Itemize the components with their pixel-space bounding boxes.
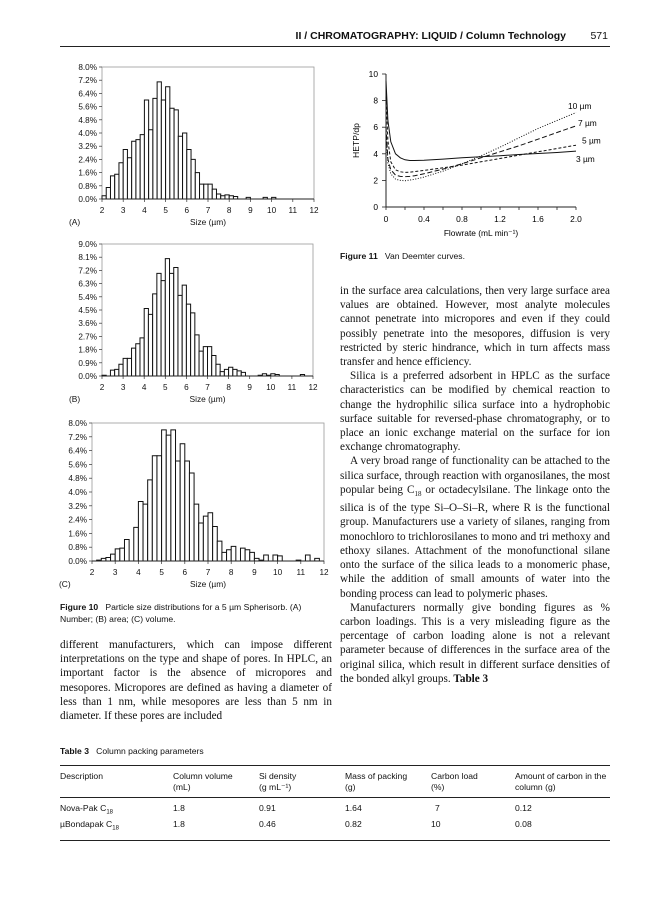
right-column-text: [340, 284, 610, 686]
svg-text:12: 12: [308, 383, 318, 392]
svg-text:0: 0: [383, 214, 389, 224]
left-column-text: [60, 638, 332, 723]
svg-text:6: 6: [184, 206, 190, 215]
svg-text:4: 4: [142, 206, 147, 215]
svg-text:1.8%: 1.8%: [78, 345, 97, 355]
table-row: Nova-Pak $C_{18}$ 1.8 0.91 1.64 7 0.12: [60, 803, 532, 816]
svg-text:11: 11: [288, 206, 298, 215]
svg-text:3: 3: [120, 383, 126, 392]
svg-text:(C): (C): [59, 579, 71, 589]
svg-text:(A): (A): [69, 217, 81, 227]
running-title: II / CHROMATOGRAPHY: LIQUID / Column Technology: [295, 30, 566, 42]
svg-text:3: 3: [112, 568, 118, 577]
svg-text:0.0%: 0.0%: [78, 195, 97, 204]
svg-text:7 µm: 7 µm: [578, 118, 597, 129]
svg-text:7.2%: 7.2%: [78, 76, 97, 86]
svg-text:5: 5: [163, 206, 168, 215]
figure-11-van-deemter: [330, 62, 620, 242]
svg-text:1.6%: 1.6%: [78, 168, 97, 178]
paragraph-2: Silica is a preferred adsorbent in HPLC as the surface characteristics can be modified by chemical reaction to change the hydrophilic silica surface into a hydrophobic surface suitable for reversed-phase chromatography, or to place an ionic exchange material on the surface for ion exchange chromatography.: [340, 370, 610, 454]
svg-text:4.0%: 4.0%: [78, 129, 97, 138]
svg-text:7.2%: 7.2%: [78, 266, 97, 276]
svg-text:Size (µm): Size (µm): [189, 394, 226, 404]
figure-10-panel-b: [40, 240, 330, 410]
header-carbon-load: Carbon load (%): [431, 771, 478, 792]
svg-text:9: 9: [247, 383, 252, 392]
figure-10-panel-c: [40, 418, 340, 596]
svg-text:0.9%: 0.9%: [78, 358, 97, 368]
svg-text:Flowrate (mL min⁻¹): Flowrate (mL min⁻¹): [443, 228, 519, 238]
svg-text:6.4%: 6.4%: [78, 89, 97, 99]
svg-text:6: 6: [373, 122, 378, 133]
svg-text:2.7%: 2.7%: [78, 332, 97, 342]
page-number: 571: [590, 30, 608, 42]
figure-10-caption: [60, 601, 332, 625]
svg-text:10: 10: [266, 383, 276, 392]
svg-text:1.6%: 1.6%: [68, 529, 87, 539]
svg-text:11: 11: [296, 568, 306, 577]
svg-text:7: 7: [205, 206, 211, 215]
svg-text:8: 8: [226, 206, 232, 215]
svg-text:3.2%: 3.2%: [78, 142, 97, 152]
svg-text:3 µm: 3 µm: [576, 154, 595, 165]
svg-text:2: 2: [373, 175, 378, 186]
svg-text:3.6%: 3.6%: [78, 319, 97, 329]
svg-text:1.2: 1.2: [494, 214, 506, 224]
svg-text:5: 5: [159, 568, 164, 577]
table-3: [60, 765, 610, 841]
svg-text:12: 12: [309, 206, 319, 215]
svg-text:2.4%: 2.4%: [68, 515, 87, 525]
header-description: Description: [60, 771, 103, 781]
table-row: µBondapak $C_{18}$ 1.8 0.46 0.82 10 0.08: [60, 818, 532, 832]
svg-text:0.8: 0.8: [456, 214, 468, 224]
svg-text:7: 7: [205, 568, 211, 577]
svg-text:2.0: 2.0: [570, 214, 582, 224]
svg-text:2.4%: 2.4%: [78, 155, 97, 165]
figure-11-label: Figure 11: [340, 251, 378, 261]
svg-text:3.2%: 3.2%: [68, 501, 87, 511]
svg-text:6: 6: [182, 568, 188, 577]
table-header-row: [60, 766, 610, 798]
svg-text:4: 4: [136, 568, 141, 577]
paragraph-3: A very broad range of functionality can be attached to the silica surface, through reaction with organosilanes, the most popular being $C_{18}$ or octadecylsilane. The linkage onto the silica is of the type Si–O–Si–R, where R is the functional group. Manufacturers use a variety of silanes, ranging from monochloro to trichlorosilanes to mono and tri methoxy and ethoxy silanes. Attachment of the monofunctional silane onto the surface of the silica leads to a monomeric phase, while the addition of small amounts of water into the bonding process can lead to polymeric phases.: [340, 455, 610, 600]
svg-text:6.3%: 6.3%: [78, 279, 97, 289]
svg-text:HETP/dp: HETP/dp: [351, 123, 361, 158]
paragraph-1: in the surface area calculations, then very large surface area values are obtained. However, most analyte molecules cannot penetrate into micropores and even if they could possibly penetrate into the mesopores, diffusion is very restricted by steric hindrance, which in turn affects mass transfer and hence efficiency.: [340, 285, 610, 369]
svg-text:3: 3: [120, 206, 126, 215]
figure-11-text: Van Deemter curves.: [384, 251, 465, 261]
svg-text:4.8%: 4.8%: [68, 474, 87, 484]
svg-text:10: 10: [267, 206, 277, 215]
svg-text:8: 8: [226, 383, 231, 392]
svg-text:10: 10: [273, 568, 283, 577]
svg-text:0.0%: 0.0%: [68, 557, 87, 566]
svg-text:7.2%: 7.2%: [68, 432, 87, 442]
paragraph: different manufacturers, which can impose different interpretations on the type and shape of pores. In HPLC, an important factor is the absence of micropores and mesopores. Micropores are defined as having a diameter of less than 1 nm, while mesopores are less than 5 nm in diameter. If these pores are included: [60, 639, 332, 723]
svg-text:9: 9: [252, 568, 257, 577]
svg-text:8.0%: 8.0%: [78, 63, 97, 72]
table-3-caption: [60, 746, 204, 756]
figure-10-panel-a: [40, 62, 330, 232]
svg-text:0.4: 0.4: [418, 214, 430, 224]
svg-text:4: 4: [141, 383, 147, 392]
svg-text:2: 2: [99, 206, 105, 215]
svg-text:1.6: 1.6: [532, 214, 544, 224]
table-3-label: Table 3: [60, 746, 89, 756]
svg-text:6: 6: [184, 383, 189, 392]
svg-text:12: 12: [319, 568, 329, 577]
svg-text:5.6%: 5.6%: [78, 102, 97, 112]
svg-text:6.4%: 6.4%: [68, 446, 87, 456]
svg-text:11: 11: [287, 383, 297, 392]
header-column-volume: Column volume (mL): [173, 771, 233, 792]
table-3-reference[interactable]: Table 3: [453, 672, 489, 685]
svg-text:(B): (B): [69, 394, 81, 404]
svg-text:5 µm: 5 µm: [582, 135, 601, 146]
table-3-title: Column packing parameters: [96, 746, 204, 756]
header-mass-of-packing: Mass of packing (g): [345, 771, 408, 792]
svg-text:4.8%: 4.8%: [78, 115, 97, 125]
svg-text:10: 10: [368, 69, 378, 79]
svg-text:Size (µm): Size (µm): [190, 579, 226, 589]
running-header: [60, 30, 610, 47]
svg-text:9.0%: 9.0%: [78, 240, 97, 249]
svg-text:5.6%: 5.6%: [68, 460, 87, 470]
svg-text:8: 8: [228, 568, 234, 577]
svg-text:8.1%: 8.1%: [78, 253, 97, 263]
svg-text:0.8%: 0.8%: [68, 543, 87, 553]
figure-10-label: Figure 10: [60, 602, 99, 612]
svg-text:2: 2: [99, 383, 105, 392]
svg-text:5.4%: 5.4%: [78, 292, 97, 302]
svg-text:4.0%: 4.0%: [68, 488, 87, 497]
svg-text:Size (µm): Size (µm): [190, 217, 226, 227]
header-si-density: Si density (g mL⁻¹): [259, 771, 297, 792]
svg-text:8: 8: [373, 95, 378, 106]
figure-10-text: Particle size distributions for a 5 µm Spherisorb. (A) Number; (B) area; (C) volume.: [60, 602, 302, 624]
paragraph-4: Manufacturers normally give bonding figures as % carbon loadings. This is a very misleading figure as the percentage of carbon loading alone is not a relevant parameter because of differences in the surface area of the original silica, which result in different surface densities of the bonded alkyl groups. Table 3: [340, 601, 610, 685]
svg-text:5: 5: [163, 383, 168, 392]
svg-text:0.0%: 0.0%: [78, 372, 97, 381]
svg-text:2: 2: [89, 568, 95, 577]
svg-text:0: 0: [373, 202, 378, 212]
header-carbon-amount: Amount of carbon in the column (g): [515, 771, 607, 792]
svg-text:9: 9: [248, 206, 253, 215]
svg-text:4: 4: [373, 148, 378, 159]
svg-text:7: 7: [205, 383, 210, 392]
svg-text:0.8%: 0.8%: [78, 181, 97, 191]
svg-text:10 µm: 10 µm: [568, 100, 592, 111]
svg-text:8.0%: 8.0%: [68, 419, 87, 428]
svg-text:4.5%: 4.5%: [78, 306, 97, 315]
figure-11-caption: [340, 250, 610, 262]
